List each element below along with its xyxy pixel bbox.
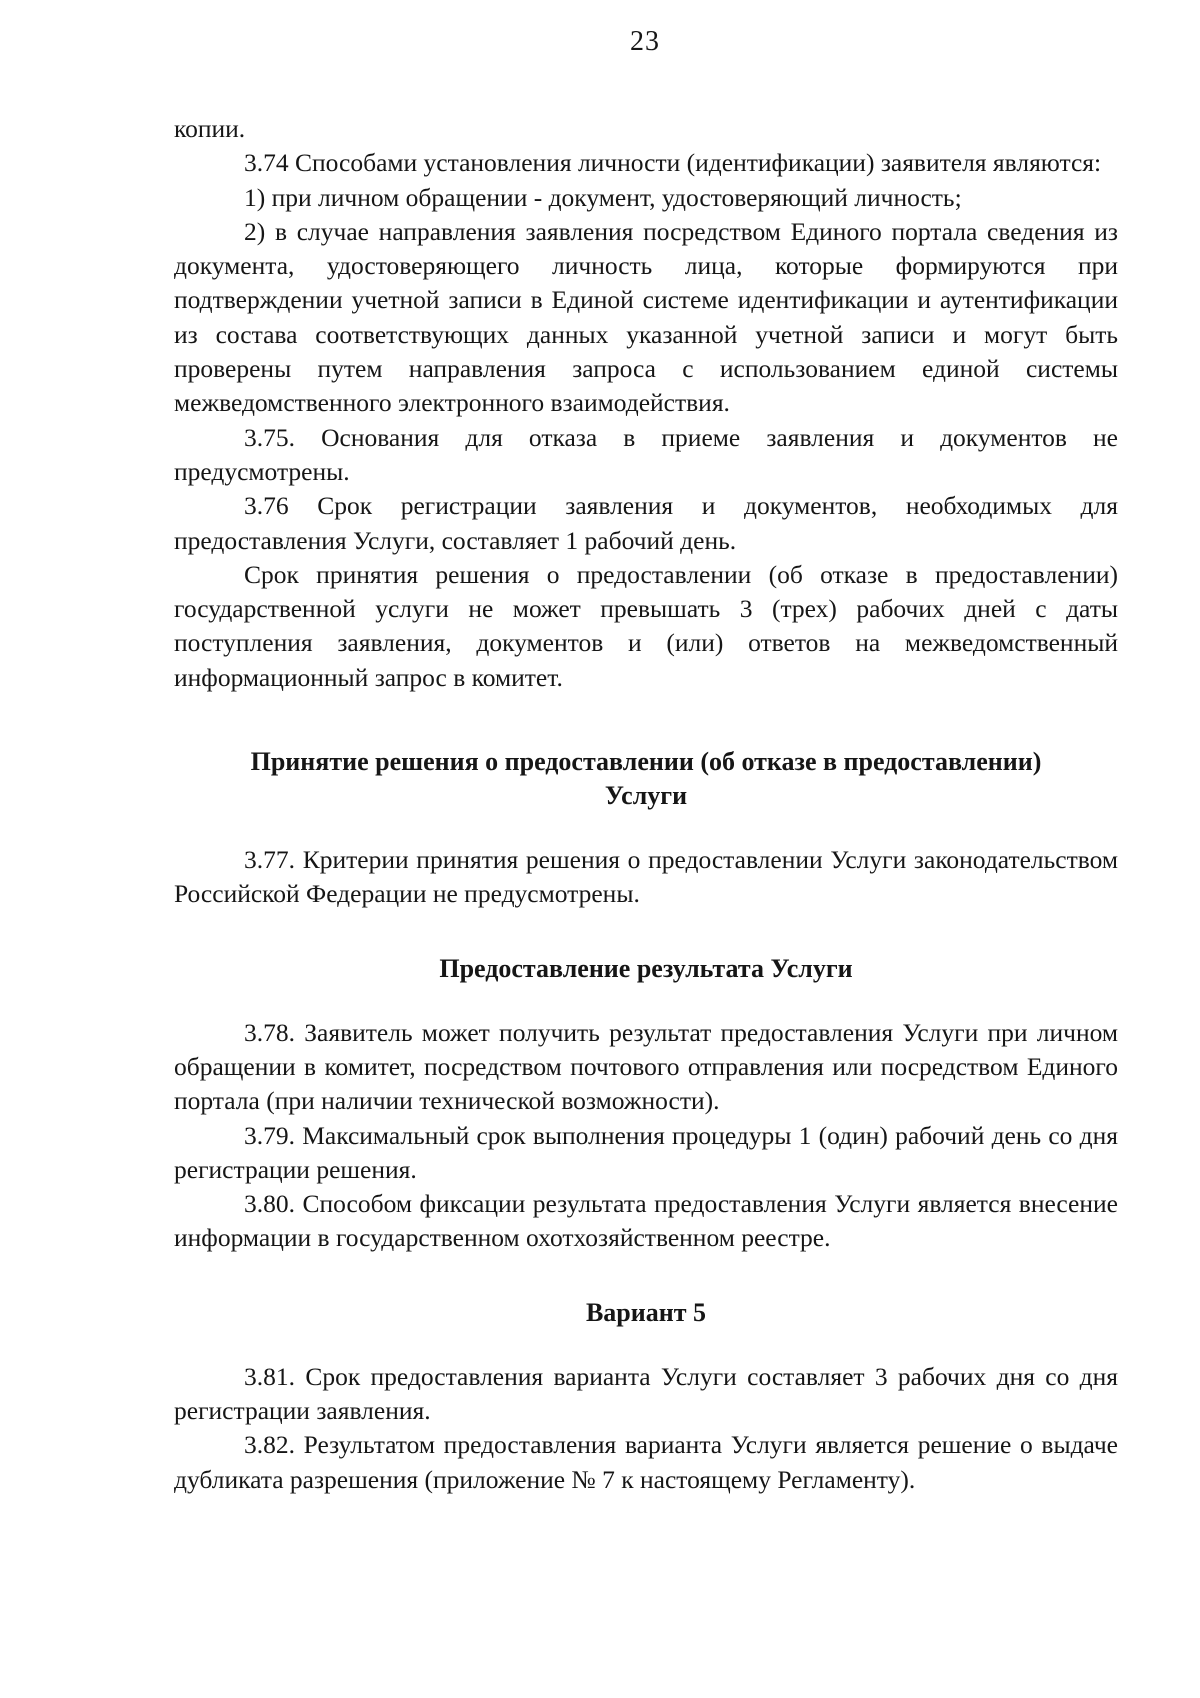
paragraph-3-76-term: Срок принятия решения о предоставлении (об отказе в предоставлении) государственной услуги не может превышать 3 (трех) рабочих дней с даты поступления заявления, документов и (или) ответов на межведомственный информационный запрос в комитет. xyxy=(174,559,1118,692)
spacer xyxy=(174,695,1118,745)
paragraph-3-80: 3.80. Способом фиксации результата предоставления Услуги является внесение информации в государственном охотхозяйственном реестре. xyxy=(174,1189,1118,1253)
page-number: 23 xyxy=(630,26,660,57)
section-heading-decision-line-2: Услуги xyxy=(604,781,688,811)
paragraph-3-81: 3.81. Срок предоставления варианта Услуги составляет 3 рабочих дня со дня регистрации заявления. xyxy=(174,1361,1118,1426)
paragraph-3-82: 3.82. Результатом предоставления варианта Услуги является решение о выдаче дубликата разрешения (приложение № 7 к настоящему Регламенту). xyxy=(174,1430,1118,1494)
paragraph-3-76: 3.76 Срок регистрации заявления и документов, необходимых для предоставления Услуги, составляет 1 рабочий день. xyxy=(174,491,1118,555)
section-heading-decision xyxy=(174,745,1118,813)
paragraph-3-77: 3.77. Критерии принятия решения о предоставлении Услуги законодательством Российской Федерации не предусмотрены. xyxy=(174,845,1118,909)
spacer xyxy=(174,986,1118,1016)
section-heading-variant-5: Вариант 5 xyxy=(585,1297,707,1327)
paragraph-3-78: 3.78. Заявитель может получить результат предоставления Услуги при личном обращении в комитет, посредством почтового отправления или посредством Единого портала (при наличии технической возможности). xyxy=(174,1017,1118,1116)
paragraph-continuation: копии. xyxy=(174,114,246,143)
section-heading-result: Предоставление результата Услуги xyxy=(439,953,853,983)
paragraph-3-74-item-2: 2) в случае направления заявления посредством Единого портала сведения из документа, удостоверяющего личность лица, которые формируются при подтверждении учетной записи в Единой системе идентификации и аутентификации из состава соответствующих данных указанной учетной записи и могут быть проверены путем направления запроса с использованием единой системы межведомственного электронного взаимодействия. xyxy=(174,216,1118,418)
document-body xyxy=(174,112,1118,1497)
paragraph-3-79: 3.79. Максимальный срок выполнения процедуры 1 (один) рабочий день со дня регистрации решения. xyxy=(174,1120,1118,1184)
section-heading-decision-line-1: Принятие решения о предоставлении (об отказе в предоставлении) xyxy=(250,747,1042,777)
paragraph-3-74-item-1: 1) при личном обращении - документ, удостоверяющий личность; xyxy=(244,182,962,212)
spacer xyxy=(174,813,1118,843)
paragraph-3-74: 3.74 Способами установления личности (идентификации) заявителя являются: xyxy=(244,148,1102,178)
spacer xyxy=(174,1256,1118,1296)
spacer xyxy=(174,1330,1118,1360)
paragraph-3-75: 3.75. Основания для отказа в приеме заявления и документов не предусмотрены. xyxy=(174,422,1118,486)
spacer xyxy=(174,912,1118,952)
